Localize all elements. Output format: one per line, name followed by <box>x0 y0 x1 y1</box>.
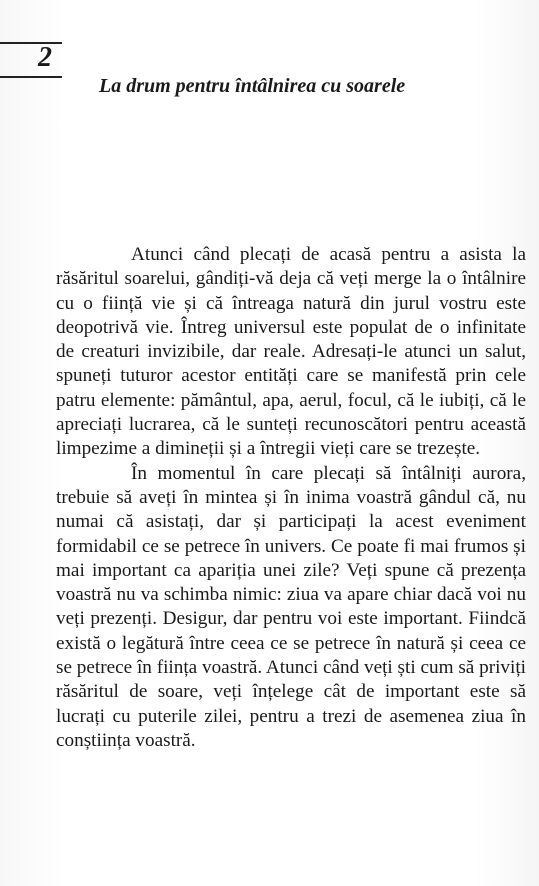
paragraph-1: Atunci când plecați de acasă pentru a asista la răsăritul soarelui, gândiți-vă deja că veți merge la o întâlnire cu o ființă vie și că întreaga natură din jurul vostru este deopotrivă vie. Întreg universul este populat de o infinitate de creaturi invizibile, dar reale. Adresați-le atunci un salut, spuneți tuturor acestor entități care se manifestă prin cele patru elemente: pământul, apa, aerul, focul, că le iubiți, că le apreciați lucrarea, că le sunteți recunoscători pentru această limpezime a dimineții și a întregii vieți care se trezește. <box>56 244 526 460</box>
paragraph-2: În momentul în care plecați să întâlniți aurora, trebuie să aveți în mintea și în inima voastră gândul că, nu numai că asistați, dar și participați la acest eveniment formidabil ce se petrece în univers. Ce poate fi mai frumos și mai important ca apariția unei zile? Veți spune că prezența voastră nu va schimba nimic: ziua va apare chiar dacă voi nu veți prezenți. Desigur, dar pentru voi este important. Fiindcă există o legătură între ceea ce se petrece în natură și ceea ce se petrece în ființa voastră. Atunci când veți ști cum să priviți răsăritul de soare, veți înțelege cât de important este să lucrați cu puterile zilei, pentru a trezi de asemenea ziua în conștiința voastră. <box>56 462 526 751</box>
chapter-number: 2 <box>38 42 52 73</box>
chapter-rule-bottom <box>0 76 62 78</box>
chapter-rule-top <box>0 42 62 44</box>
chapter-title: La drum pentru întâlnirea cu soarele <box>99 75 406 97</box>
chapter-body <box>56 243 526 753</box>
